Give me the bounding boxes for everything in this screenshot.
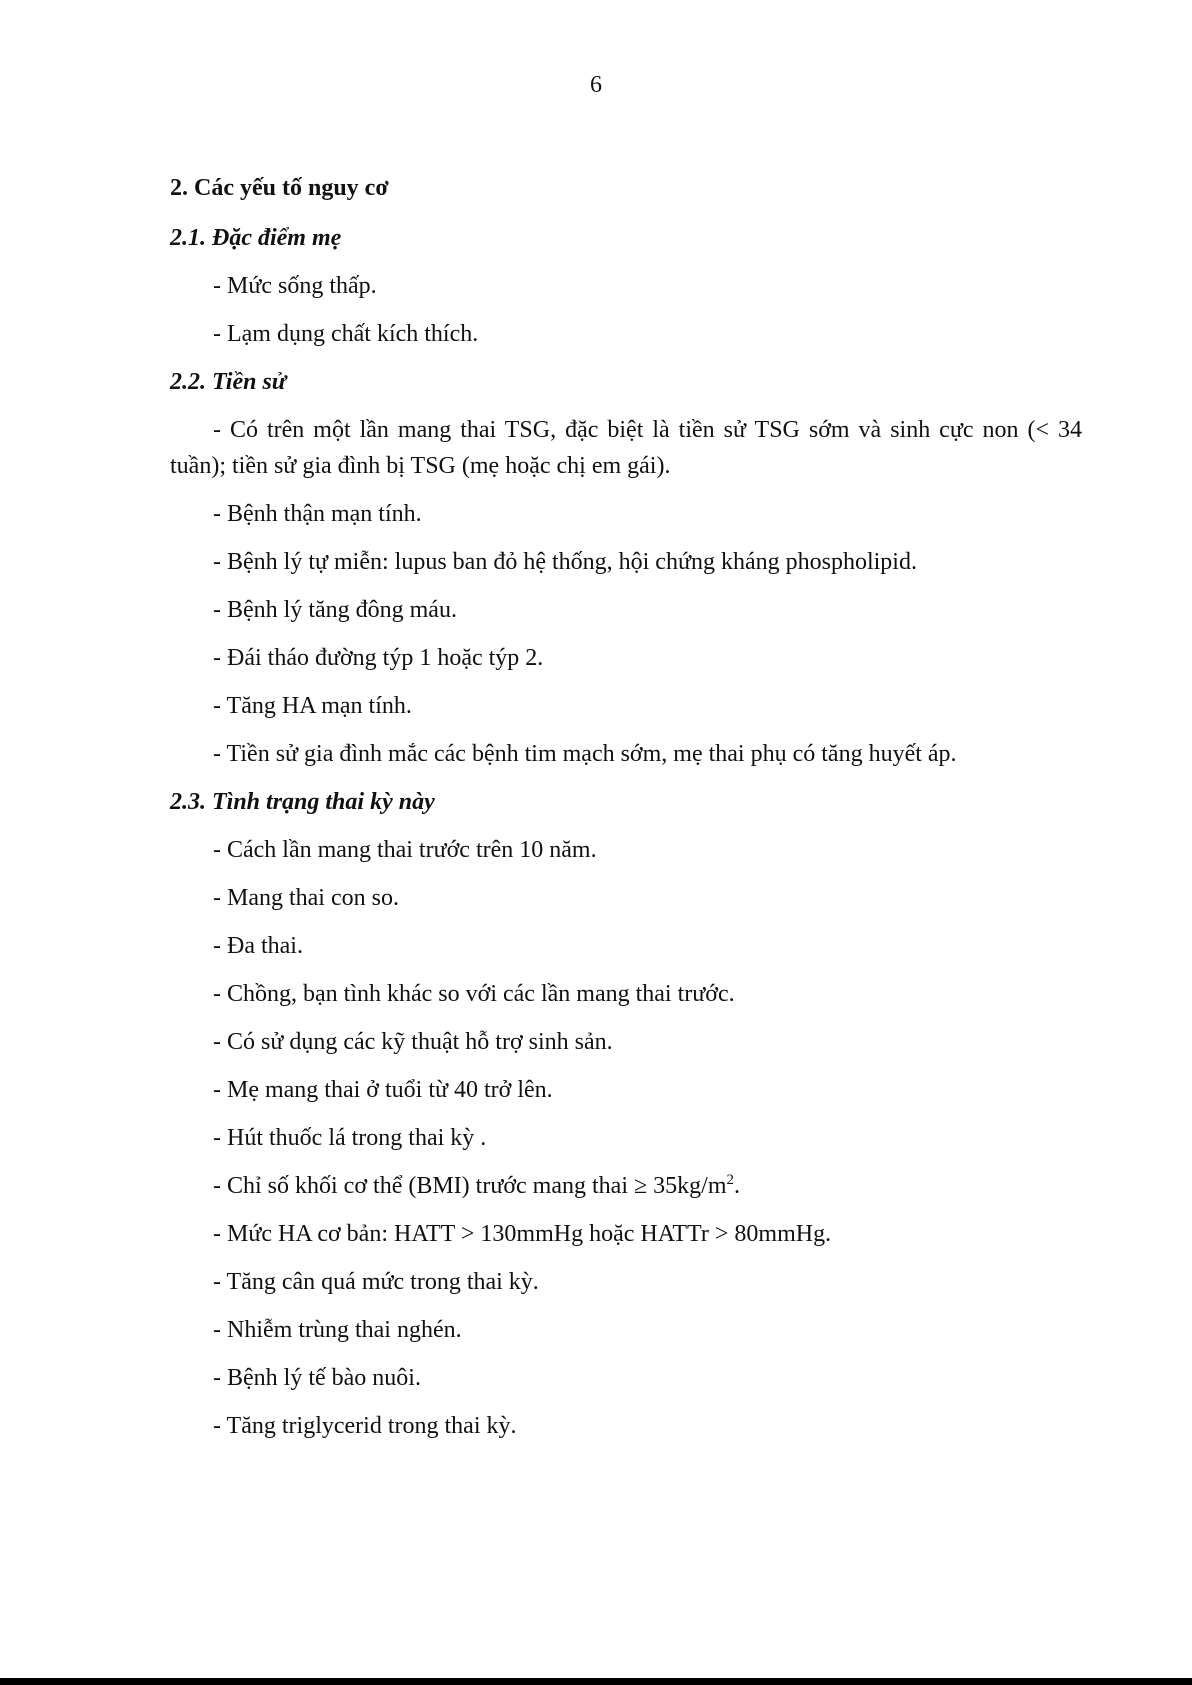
list-item: - Mang thai con so. (213, 885, 399, 911)
list-item: - Mẹ mang thai ở tuổi từ 40 trở lên. (213, 1077, 553, 1103)
list-item: - Bệnh lý tế bào nuôi. (213, 1365, 421, 1391)
list-item: - Mức sống thấp. (213, 273, 377, 299)
list-item: - Có trên một lần mang thai TSG, đặc biệt là tiền sử TSG sớm và sinh cực non (< 34 tuần); tiền sử gia đình bị TSG (mẹ hoặc chị em gái). (170, 417, 1082, 479)
subsection-title-maternal: 2.1. Đặc điểm mẹ (170, 225, 342, 251)
list-item: - Cách lần mang thai trước trên 10 năm. (213, 837, 597, 863)
bmi-text: - Chỉ số khối cơ thể (BMI) trước mang thai ≥ 35kg/m (213, 1173, 727, 1199)
list-item: - Tăng HA mạn tính. (213, 693, 412, 719)
section-title: 2. Các yếu tố nguy cơ (170, 175, 389, 201)
page-content (170, 170, 1082, 1456)
list-item: - Tăng cân quá mức trong thai kỳ. (213, 1269, 539, 1295)
bottom-edge-bar (0, 1678, 1192, 1685)
subsection-title-current-pregnancy: 2.3. Tình trạng thai kỳ này (170, 789, 435, 815)
list-item: - Chồng, bạn tình khác so với các lần mang thai trước. (213, 981, 735, 1007)
bmi-suffix: . (734, 1173, 740, 1199)
bmi-superscript: 2 (726, 1172, 734, 1188)
list-current-pregnancy-factors (170, 832, 1082, 1444)
list-item: - Bệnh lý tăng đông máu. (213, 597, 457, 623)
list-item-bmi (170, 1168, 1082, 1204)
list-item: - Có sử dụng các kỹ thuật hỗ trợ sinh sản. (213, 1029, 613, 1055)
list-item: - Bệnh lý tự miễn: lupus ban đỏ hệ thống, hội chứng kháng phospholipid. (213, 549, 917, 575)
subsection-title-history: 2.2. Tiền sử (170, 369, 287, 395)
list-item: - Đa thai. (213, 933, 303, 959)
list-history-factors (170, 412, 1082, 772)
list-item: - Tiền sử gia đình mắc các bệnh tim mạch sớm, mẹ thai phụ có tăng huyết áp. (213, 741, 957, 767)
list-item: - Bệnh thận mạn tính. (213, 501, 422, 527)
list-item: - Mức HA cơ bản: HATT > 130mmHg hoặc HATTr > 80mmHg. (213, 1221, 832, 1247)
list-item: - Đái tháo đường týp 1 hoặc týp 2. (213, 645, 544, 671)
list-item: - Tăng triglycerid trong thai kỳ. (213, 1413, 517, 1439)
list-item: - Nhiễm trùng thai nghén. (213, 1317, 462, 1343)
list-item: - Hút thuốc lá trong thai kỳ . (213, 1125, 487, 1151)
list-item: - Lạm dụng chất kích thích. (213, 321, 479, 347)
list-maternal-factors (170, 268, 1082, 352)
page-number: 6 (590, 72, 602, 98)
